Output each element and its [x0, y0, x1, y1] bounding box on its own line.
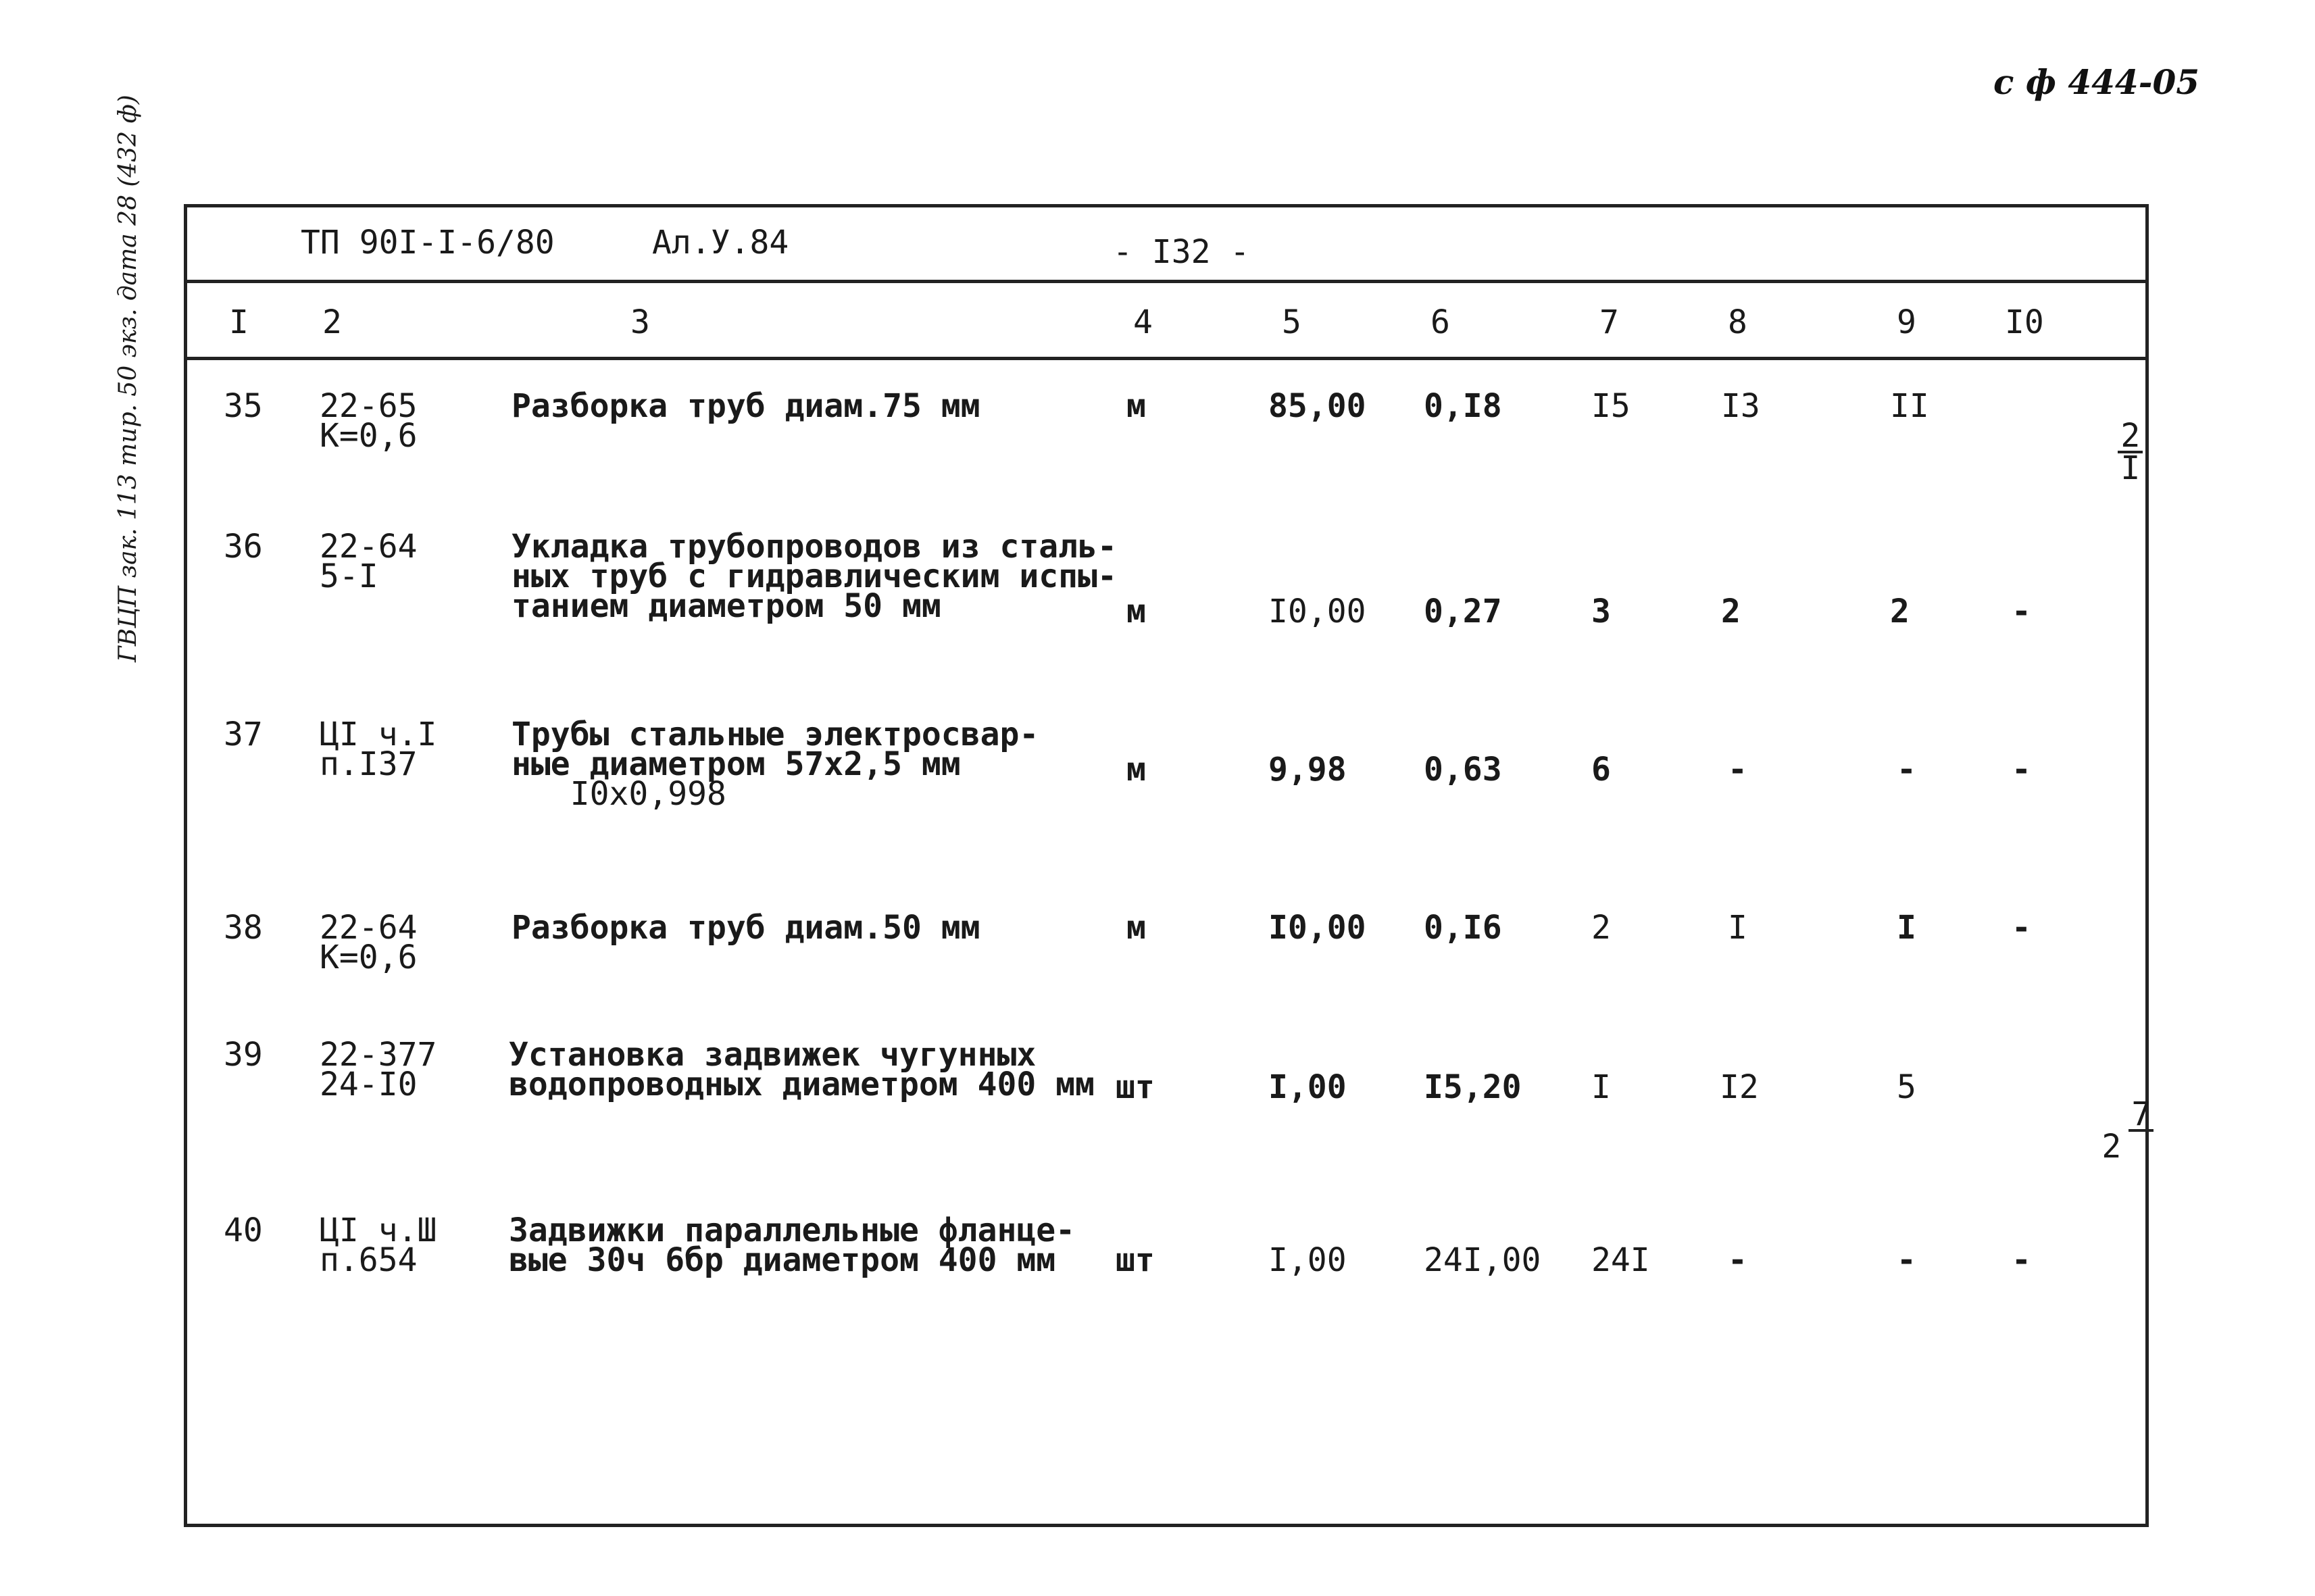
work-description: ные диаметром 57х2,5 мм — [512, 745, 961, 783]
unit: м — [1126, 593, 1146, 630]
column-number: 6 — [1430, 303, 1450, 341]
quantity: 9,98 — [1268, 751, 1347, 789]
machine-cost: 2 — [1890, 593, 1910, 630]
norm-code: 5-I — [320, 557, 378, 595]
unit: шт — [1116, 1068, 1155, 1106]
fraction-denominator: 2 — [2101, 1128, 2122, 1166]
work-description: Укладка трубопроводов из сталь- — [512, 528, 1117, 566]
norm-code: п.I37 — [320, 745, 418, 783]
fraction-numerator: 2 — [2118, 421, 2143, 453]
quantity: I,00 — [1268, 1241, 1347, 1279]
wages: - — [1728, 1241, 1747, 1279]
machine-cost: 5 — [1897, 1068, 1916, 1106]
column-number: 9 — [1897, 303, 1916, 341]
quantity: 85,00 — [1268, 387, 1366, 425]
quantity: I0,00 — [1268, 909, 1366, 947]
wages: I — [1728, 909, 1747, 947]
doc-id: ТП 90I-I-6/80 — [301, 224, 555, 261]
column-number: 2 — [322, 303, 342, 341]
fraction-value: - — [2012, 909, 2031, 947]
fraction-denominator: I — [2120, 449, 2141, 487]
unit: шт — [1116, 1241, 1155, 1279]
column-number: I — [229, 303, 249, 341]
machine-cost: II — [1890, 387, 1929, 425]
total-cost: I5 — [1591, 387, 1631, 425]
unit-cost: 0,I8 — [1424, 387, 1502, 425]
column-number: I0 — [2005, 303, 2044, 341]
work-description: водопроводных диаметром 400 мм — [509, 1066, 1095, 1103]
wages: - — [1728, 751, 1747, 789]
norm-code: К=0,6 — [320, 417, 418, 455]
fraction-value: - — [2012, 751, 2031, 789]
norm-code: 22-64 — [320, 909, 418, 947]
print-stamp: ГВЦП зак. 113 тир. 50 экз. дата 28 (432 ф) — [114, 95, 142, 662]
sheet-header — [187, 207, 2145, 283]
machine-cost: I — [1897, 909, 1916, 947]
fraction-value: - — [2012, 1241, 2031, 1279]
row-number: 39 — [224, 1036, 263, 1074]
fraction-numerator: 7 — [2129, 1099, 2154, 1132]
norm-code: п.654 — [320, 1241, 418, 1279]
unit-cost: 24I,00 — [1424, 1241, 1541, 1279]
quantity: I0,00 — [1268, 593, 1366, 630]
work-description: Разборка труб диам.50 мм — [512, 909, 980, 947]
row-number: 37 — [224, 716, 263, 753]
page-number: - I32 - — [1113, 233, 1250, 271]
fraction-value — [1985, 1070, 2154, 1191]
norm-code: К=0,6 — [320, 939, 418, 976]
total-cost: 6 — [1591, 751, 1611, 789]
work-description: Задвижки параллельные фланце- — [509, 1212, 1076, 1249]
fraction-value: - — [2012, 593, 2031, 630]
machine-cost: - — [1897, 1241, 1916, 1279]
column-number: 8 — [1728, 303, 1747, 341]
work-description: вые 30ч 6бр диаметром 400 мм — [509, 1241, 1056, 1279]
row-number: 40 — [224, 1212, 263, 1249]
unit-cost: 0,I6 — [1424, 909, 1502, 947]
work-description: Трубы стальные электросвар- — [512, 716, 1039, 753]
row-number: 35 — [224, 387, 263, 425]
unit: м — [1126, 751, 1146, 789]
estimate-sheet — [184, 204, 2149, 1527]
norm-code: ЦI ч.I — [320, 716, 437, 753]
work-description: ных труб с гидравлическим испы- — [512, 557, 1117, 595]
unit: м — [1126, 909, 1146, 947]
column-number: 5 — [1282, 303, 1301, 341]
column-number: 4 — [1133, 303, 1153, 341]
norm-code: 22-65 — [320, 387, 418, 425]
wages: I2 — [1720, 1068, 1759, 1106]
fraction-value — [2001, 391, 2143, 513]
quantity: I,00 — [1268, 1068, 1347, 1106]
work-description: Установка задвижек чугунных — [509, 1036, 1037, 1074]
unit-cost: 0,27 — [1424, 593, 1502, 630]
total-cost: 24I — [1591, 1241, 1650, 1279]
row-number: 38 — [224, 909, 263, 947]
column-number-row — [187, 283, 2145, 360]
total-cost: 3 — [1591, 593, 1611, 630]
total-cost: I — [1591, 1068, 1611, 1106]
row-number: 36 — [224, 528, 263, 566]
work-description: Разборка труб диам.75 мм — [512, 387, 980, 425]
unit-cost: I5,20 — [1424, 1068, 1522, 1106]
norm-code: ЦI ч.Ш — [320, 1212, 437, 1249]
work-description: танием диаметром 50 мм — [512, 587, 941, 625]
unit: м — [1126, 387, 1146, 425]
column-number: 7 — [1599, 303, 1619, 341]
unit-cost: 0,63 — [1424, 751, 1502, 789]
column-number: 3 — [630, 303, 650, 341]
work-description: I0х0,998 — [512, 775, 726, 813]
machine-cost: - — [1897, 751, 1916, 789]
norm-code: 24-I0 — [320, 1066, 418, 1103]
corner-code: с ф 444-05 — [1993, 62, 2200, 102]
total-cost: 2 — [1591, 909, 1611, 947]
norm-code: 22-377 — [320, 1036, 437, 1074]
wages: 2 — [1721, 593, 1741, 630]
album-number: Ал.У.84 — [652, 224, 789, 261]
norm-code: 22-64 — [320, 528, 418, 566]
wages: I3 — [1721, 387, 1760, 425]
